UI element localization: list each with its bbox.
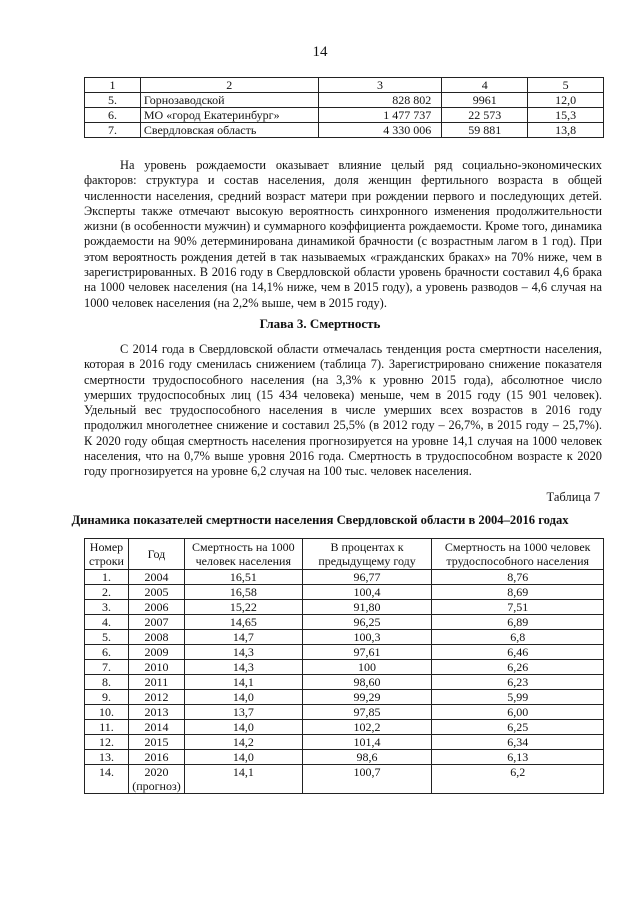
table-row [85,570,604,585]
table-cell: Свердловская область [140,123,318,138]
table-cell: 2020 (прогноз) [128,765,184,794]
table-row [85,645,604,660]
table-cell: 6,00 [432,705,604,720]
table-cell: 14,0 [184,750,302,765]
table-cell: 1 [85,78,141,93]
table-row [85,93,604,108]
column-header: Номер строки [85,539,129,570]
table-cell: 7. [85,123,141,138]
table-cell: 22 573 [442,108,528,123]
table-cell: 6,26 [432,660,604,675]
table-cell: 6,25 [432,720,604,735]
table-row [85,720,604,735]
table-cell: 97,61 [302,645,432,660]
table-cell: 100,3 [302,630,432,645]
column-header: Год [128,539,184,570]
table-cell: 13,7 [184,705,302,720]
chapter-heading: Глава 3. Смертность [259,316,381,331]
table-cell: 9961 [442,93,528,108]
table-cell: 8,76 [432,570,604,585]
table-cell: 91,80 [302,600,432,615]
table-cell: 96,77 [302,570,432,585]
table-row [85,705,604,720]
table-cell: МО «город Екатеринбург» [140,108,318,123]
table-row [85,123,604,138]
table-cell: 6,23 [432,675,604,690]
table-cell: 5. [85,93,141,108]
table-cell: 2. [85,585,129,600]
table-cell: 6,2 [432,765,604,794]
table-cell: 14,2 [184,735,302,750]
table-cell: 14,65 [184,615,302,630]
table-cell: 2011 [128,675,184,690]
table-row [85,765,604,794]
table-cell: 14,3 [184,660,302,675]
table-cell: 2015 [128,735,184,750]
table-cell: 14,3 [184,645,302,660]
table-cell: 8. [85,675,129,690]
table-row [85,690,604,705]
table-cell: 12,0 [528,93,604,108]
table-cell: 3. [85,600,129,615]
table-cell: 2 [140,78,318,93]
table-cell: 13. [85,750,129,765]
table-cell: 2006 [128,600,184,615]
table-cell: 97,85 [302,705,432,720]
column-header: Смертность на 1000 человек населения [184,539,302,570]
table-row [85,585,604,600]
table-cell: 14,0 [184,690,302,705]
table-cell: 11. [85,720,129,735]
table-label: Таблица 7 [546,490,600,504]
table-cell: 5 [528,78,604,93]
table-cell: 100,4 [302,585,432,600]
table-cell: 6. [85,645,129,660]
table-cell: 5,99 [432,690,604,705]
column-header: Смертность на 1000 человек трудоспособного населения [432,539,604,570]
table-cell: 5. [85,630,129,645]
table-cell: 14,7 [184,630,302,645]
table-cell: 2009 [128,645,184,660]
table-cell: 98,6 [302,750,432,765]
table-cell: 14,0 [184,720,302,735]
table-cell: 16,58 [184,585,302,600]
page-number: 14 [312,44,328,60]
table-cell: 9. [85,690,129,705]
table-cell: 2014 [128,720,184,735]
table-row [85,675,604,690]
regional-data-table [84,77,604,138]
table-cell: 1 477 737 [318,108,442,123]
table-cell: 98,60 [302,675,432,690]
table-cell: 6,46 [432,645,604,660]
table-cell: 10. [85,705,129,720]
table-cell: 13,8 [528,123,604,138]
table-cell: 12. [85,735,129,750]
mortality-table [84,538,604,794]
table-cell: Горнозаводской [140,93,318,108]
table-cell: 14,1 [184,765,302,794]
fertility-paragraph: На уровень рождаемости оказывает влияние целый ряд социально-экономических факторов: структура и состав населения, доля женщин фертильного возраста в общей численности населения, средний возраст матери при рождении первого и последующих детей. Эксперты также отмечают высокую вероятность синхронного изменения продолжительности жизни (в особенности мужчин) и суммарного коэффициента рождаемости. Кроме того, динамика рождаемости на 90% детерминирована динамикой брачности (с возрастным лагом в 1 год). При этом вероятность рождения детей в так называемых «гражданских браках» на 70% ниже, чем в зарегистрированных. В 2016 году в Свердловской области уровень брачности составил 4,6 брака на 1000 человек населения (на 14,1% ниже, чем в 2015 году), а уровень разводов – 4,6 случая на 1000 человек населения (на 2,2% выше, чем в 2015 году). [84,158,602,310]
table-cell: 4 [442,78,528,93]
table-cell: 16,51 [184,570,302,585]
table-title: Динамика показателей смертности населения Свердловской области в 2004–2016 годах [71,513,569,527]
table-cell: 4 330 006 [318,123,442,138]
table-cell: 2008 [128,630,184,645]
table-cell: 14,1 [184,675,302,690]
table-cell: 99,29 [302,690,432,705]
table-cell: 2016 [128,750,184,765]
table-row [85,735,604,750]
table-cell: 2005 [128,585,184,600]
table-cell: 7,51 [432,600,604,615]
table-cell: 4. [85,615,129,630]
table-cell: 6. [85,108,141,123]
table-row [85,600,604,615]
mortality-paragraph: С 2014 года в Свердловской области отмечалась тенденция роста смертности населения, которая в 2016 году сменилась снижением (таблица 7). Зарегистрировано снижение показателя смертности трудоспособного населения (на 3,3% к уровню 2015 года), абсолютное число умерших трудоспособных лиц (15 434 человека) меньше, чем в 2015 году (15 901 человек). Удельный вес трудоспособного населения в числе умерших всех возрастов в 2016 году продолжил многолетнее снижение и составил 25,5% (в 2012 году – 26,7%, в 2015 году – 25,7%). К 2020 году общая смертность населения прогнозируется на уровне 14,1 случая на 1000 человек населения, что на 0,7% выше уровня 2016 года. Смертность в трудоспособном возрасте к 2020 году прогнозируется на уровне 6,2 случая на 100 тыс. человек населения. [84,342,602,479]
table-row [85,750,604,765]
table-row [85,615,604,630]
table-cell: 8,69 [432,585,604,600]
table-cell: 101,4 [302,735,432,750]
table-cell: 100,7 [302,765,432,794]
table-cell: 6,89 [432,615,604,630]
table-cell: 6,13 [432,750,604,765]
column-header: В процентах к предыдущему году [302,539,432,570]
table-cell: 2004 [128,570,184,585]
table-row [85,108,604,123]
table-cell: 2010 [128,660,184,675]
table-cell: 15,3 [528,108,604,123]
table-cell: 3 [318,78,442,93]
table-cell: 59 881 [442,123,528,138]
table-row [85,630,604,645]
table-cell: 828 802 [318,93,442,108]
table-cell: 15,22 [184,600,302,615]
table-cell: 6,8 [432,630,604,645]
table-cell: 102,2 [302,720,432,735]
table-cell: 2007 [128,615,184,630]
table-cell: 1. [85,570,129,585]
table-cell: 2013 [128,705,184,720]
table-cell: 2012 [128,690,184,705]
table-cell: 14. [85,765,129,794]
table-cell: 100 [302,660,432,675]
table-row [85,660,604,675]
table-cell: 6,34 [432,735,604,750]
table-row [85,78,604,93]
table-cell: 96,25 [302,615,432,630]
table-cell: 7. [85,660,129,675]
